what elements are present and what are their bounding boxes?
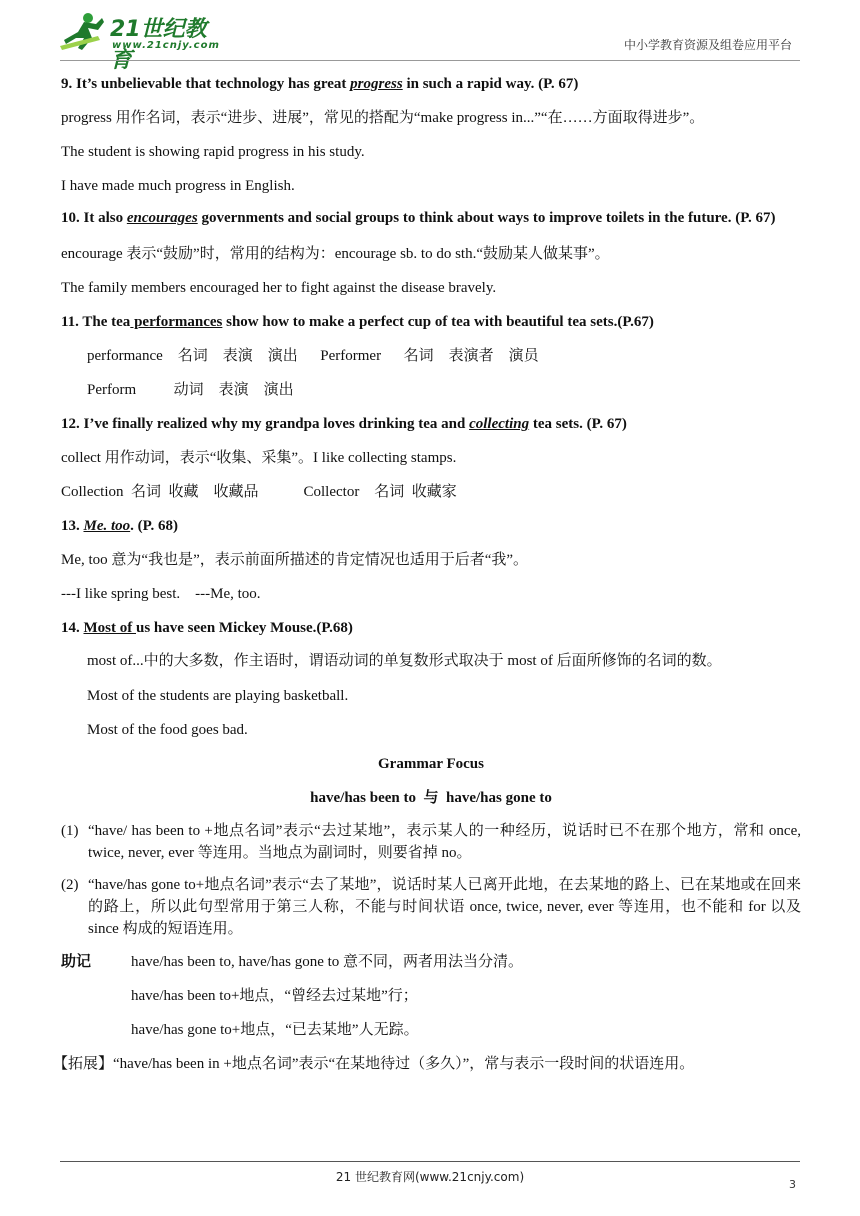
platform-name: 中小学教育资源及组卷应用平台 <box>623 38 792 52</box>
item-13-example: ---I like spring best. ---Me, too. <box>61 586 261 602</box>
item-12-heading: 12. I’ve finally realized why my grandpa loves drinking tea and collecting tea sets. (P. 67) <box>61 416 627 432</box>
item-11-heading: 11. The tea performances show how to make a perfect cup of tea with beautiful tea sets.(P.67) <box>61 314 654 330</box>
extension-note: 【拓展】“have/has been in +地点名词”表示“在某地待过（多久）”，常与表示一段时间的状语连用。 <box>53 1056 695 1072</box>
header-divider <box>60 60 800 61</box>
item-10-example: The family members encouraged her to fight against the disease bravely. <box>61 280 497 296</box>
item-14-explanation: most of...中的大多数，作主语时，谓语动词的单复数形式取决于 most of 后面所修饰的名词的数。 <box>87 653 722 669</box>
logo-url: www.21cnjy.com <box>112 40 220 51</box>
grammar-point-2: (2) “have/has gone to+地点名词”表示“去了某地”，说话时某人已离开此地，在去某地的路上、已在某地或在回来的路上，所以此句型常用于第三人称，不能与时间状语 once, twice, never, ever 等连用，也不能和 for 以及 since 构成的短语连用。 <box>61 877 801 937</box>
item-14-heading: 14. Most of us have seen Mickey Mouse.(P.68) <box>61 620 353 636</box>
item-12-explanation: collect 用作动词，表示“收集、采集”。I like collecting stamps. <box>61 450 457 466</box>
item-14-example-1: Most of the students are playing basketball. <box>87 688 349 704</box>
footer-divider <box>60 1161 800 1162</box>
item-9-example-2: I have made much progress in English. <box>61 178 295 194</box>
item-11-word-forms-1: performance 名词 表演 演出 Performer 名词 表演者 演员 <box>87 348 539 364</box>
mnemonic-line-3: have/has gone to+地点，“已去某地”人无踪。 <box>131 1022 419 1038</box>
item-9-example-1: The student is showing rapid progress in his study. <box>61 144 365 160</box>
item-10-heading: 10. It also encourages governments and social groups to think about ways to improve toilets in the future. (P. 67) <box>61 210 776 226</box>
logo-text: 21世纪教育 <box>110 17 207 73</box>
document-body <box>53 74 801 1074</box>
keyword-progress: progress <box>350 76 403 92</box>
keyword-most-of: Most of <box>83 620 136 636</box>
item-13-heading: 13. Me. too. (P. 68) <box>61 518 178 534</box>
mnemonic-label: 助记 <box>61 954 92 970</box>
page-number: 3 <box>789 1178 796 1191</box>
item-11-word-forms-2: Perform 动词 表演 演出 <box>87 382 294 398</box>
item-14-example-2: Most of the food goes bad. <box>87 722 248 738</box>
item-10-explanation: encourage 表示“鼓励”时，常用的结构为：encourage sb. to do sth.“鼓励某人做某事”。 <box>61 246 610 262</box>
grammar-title: Grammar Focus <box>378 756 484 772</box>
item-12-word-forms: Collection 名词 收藏 收藏品 Collector 名词 收藏家 <box>61 484 457 500</box>
site-logo <box>58 10 228 73</box>
item-13-explanation: Me, too 意为“我也是”，表示前面所描述的肯定情况也适用于后者“我”。 <box>61 552 529 568</box>
footer-site: 21 世纪教育网(www.21cnjy.com) <box>335 1170 525 1184</box>
keyword-collecting: collecting <box>469 416 530 432</box>
mnemonic-line-1: have/has been to, have/has gone to 意不同，两者用法当分清。 <box>131 954 524 970</box>
mnemonic-line-2: have/has been to+地点，“曾经去过某地”行； <box>131 988 418 1004</box>
keyword-performances: performances <box>130 314 223 330</box>
keyword-me-too: Me. too <box>83 518 131 534</box>
item-9-heading: 9. It’s unbelievable that technology has great progress in such a rapid way. (P. 67) <box>61 76 579 92</box>
keyword-encourages: encourages <box>126 210 198 226</box>
grammar-point-1: (1) “have/ has been to +地点名词”表示“去过某地”，表示某人的一种经历，说话时已不在那个地方，常和 once, twice, never, ever 等连用。当地点为副词时，则要省掉 no。 <box>61 823 801 861</box>
grammar-subtitle: have/has been to 与 have/has gone to <box>310 790 552 806</box>
item-9-explanation: progress 用作名词，表示“进步、进展”，常见的搭配为“make progress in...”“在……方面取得进步”。 <box>61 110 705 126</box>
mnemonic-block <box>61 952 801 1054</box>
